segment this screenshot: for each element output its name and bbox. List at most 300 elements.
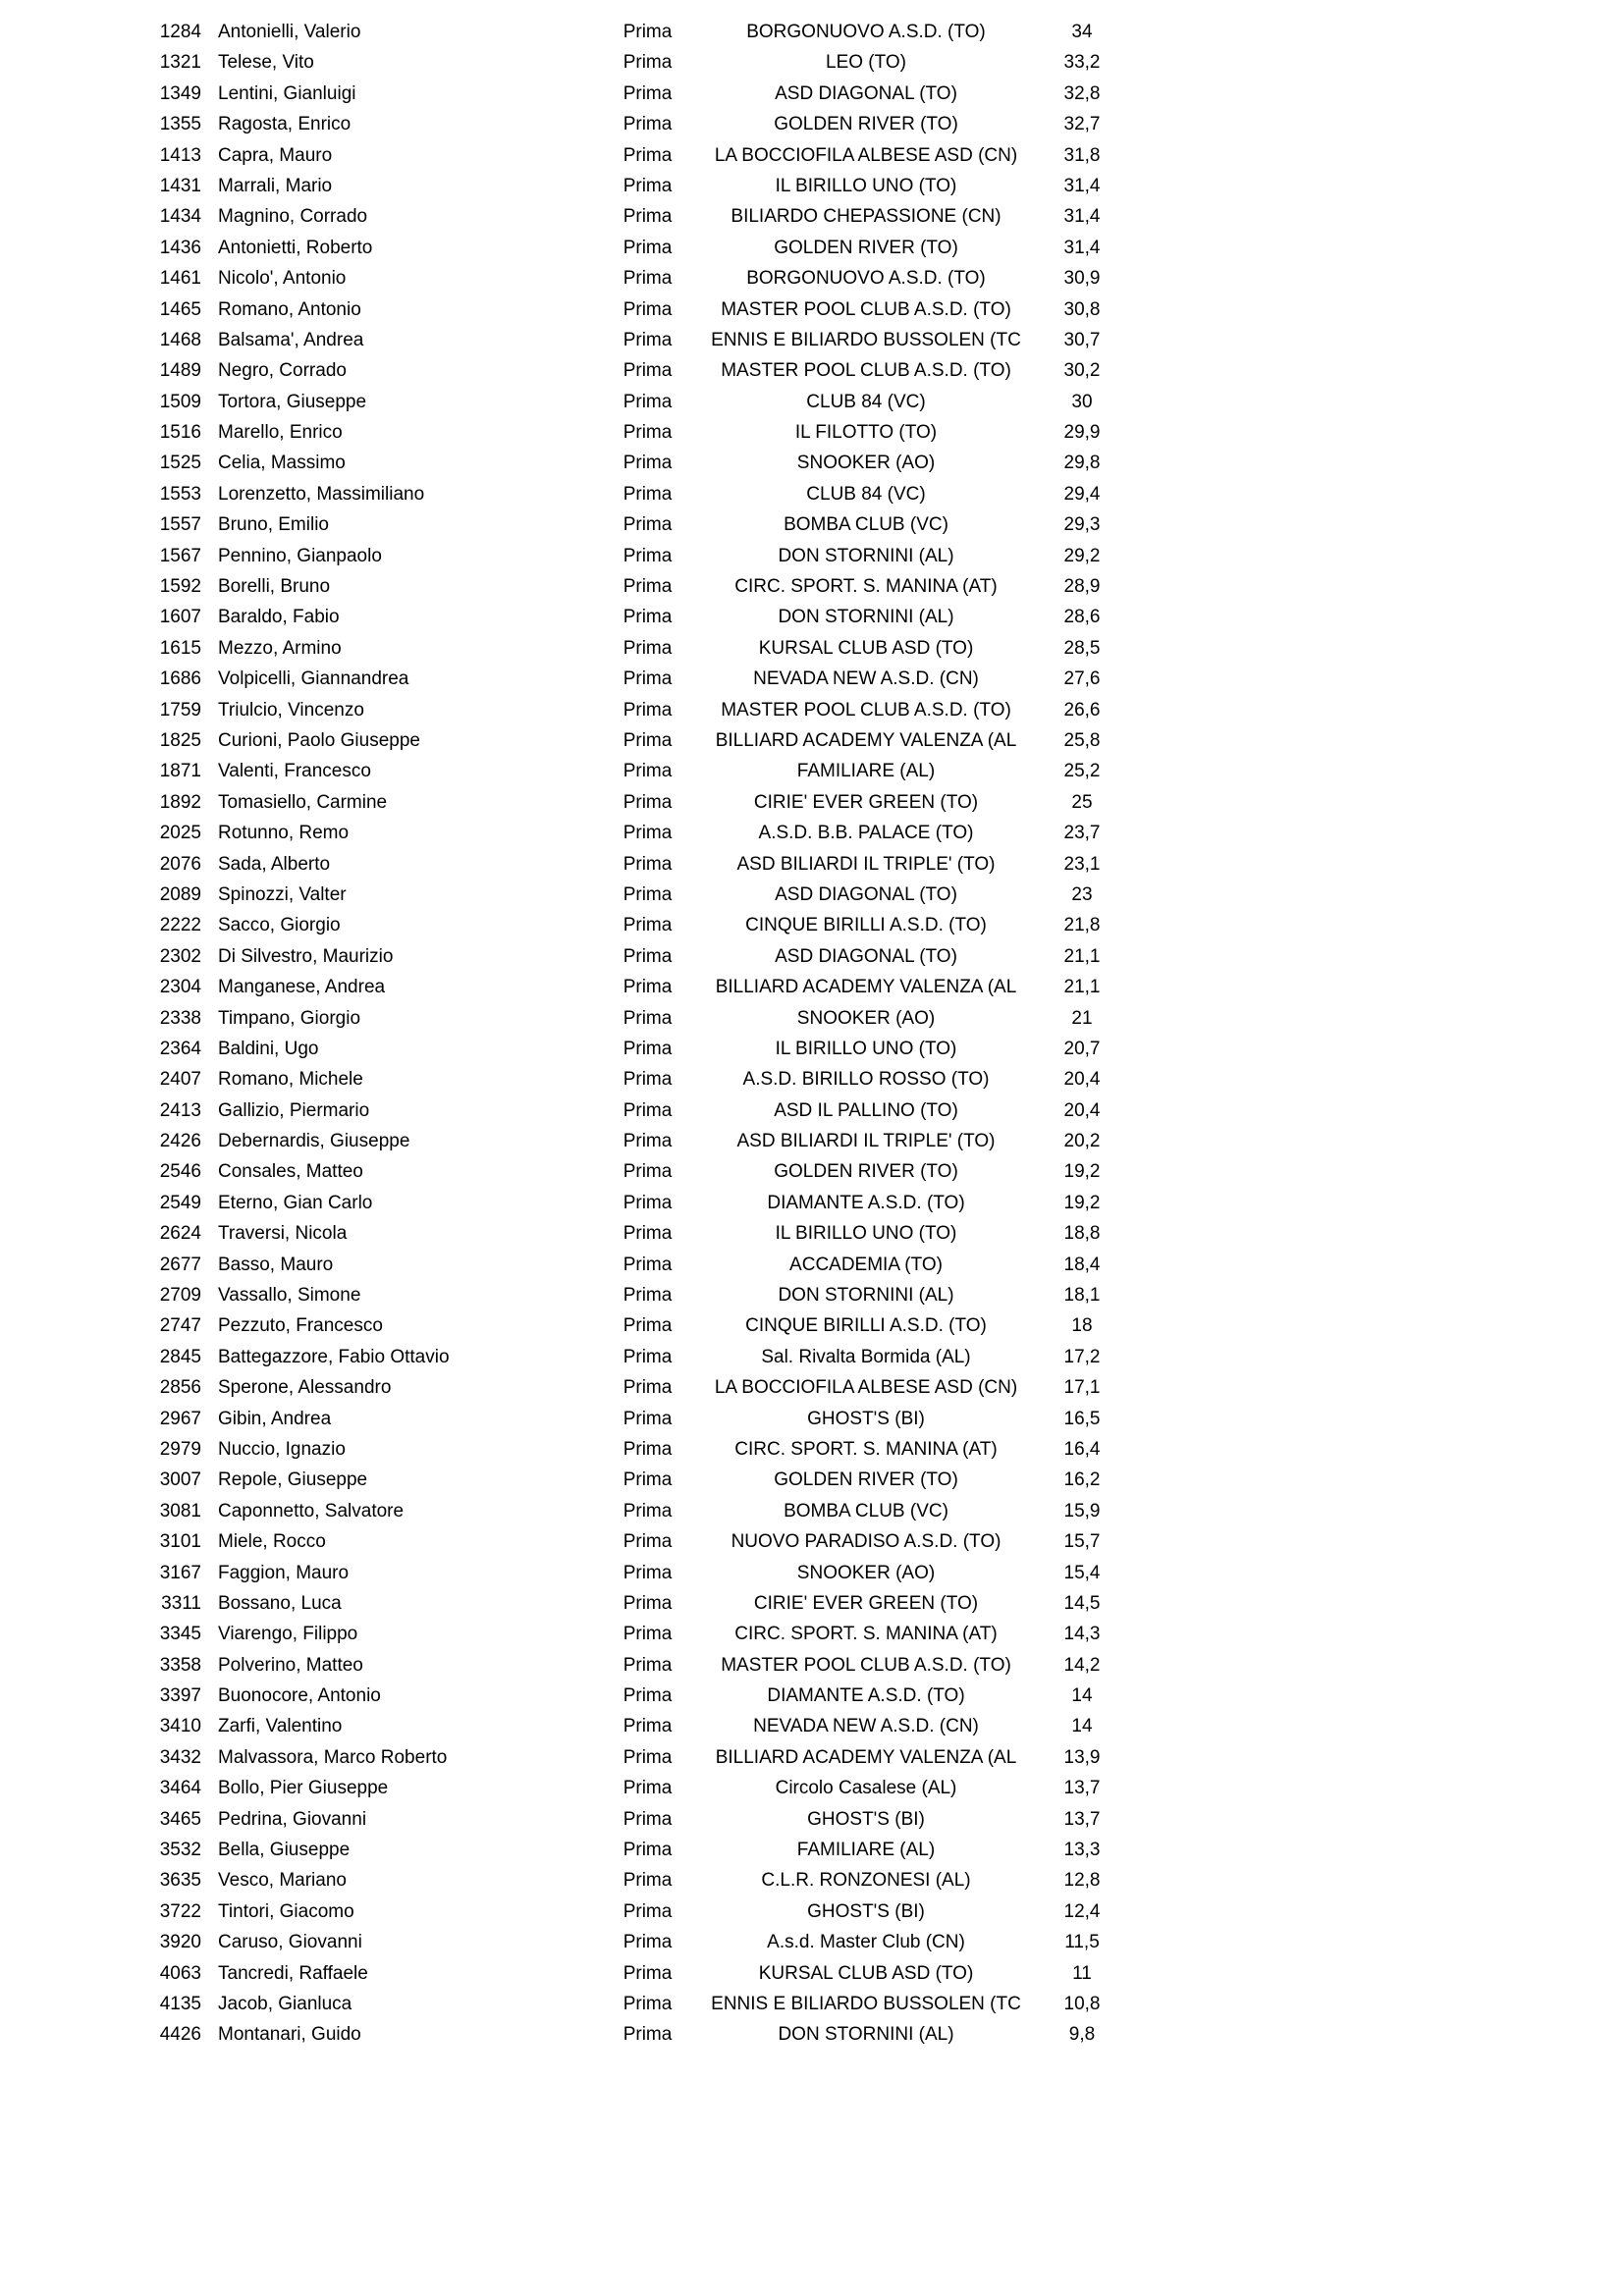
player-name-cell: Polverino, Matteo xyxy=(218,1654,363,1676)
category-cell: Prima xyxy=(623,1685,673,1707)
player-name-cell: Tintori, Giacomo xyxy=(218,1900,354,1922)
player-name-cell: Baraldo, Fabio xyxy=(218,607,340,628)
score-cell: 9,8 xyxy=(1068,2024,1096,2046)
player-name-cell: Timpano, Giorgio xyxy=(218,1007,361,1029)
score-cell: 25,8 xyxy=(1063,729,1101,751)
category-cell: Prima xyxy=(623,729,673,751)
score-cell: 28,6 xyxy=(1063,607,1101,628)
category-cell: Prima xyxy=(623,945,673,967)
player-name-cell: Spinozzi, Valter xyxy=(218,883,347,905)
rank-cell: 2222 xyxy=(159,915,201,936)
table-row xyxy=(0,818,1624,848)
club-cell: DON STORNINI (AL) xyxy=(778,1285,954,1307)
rank-cell: 3345 xyxy=(159,1624,201,1645)
table-row xyxy=(0,1342,1624,1372)
club-cell: MASTER POOL CLUB A.S.D. (TO) xyxy=(721,298,1011,320)
rank-cell: 1592 xyxy=(159,576,201,598)
player-name-cell: Tortora, Giuseppe xyxy=(218,391,367,412)
rank-cell: 1509 xyxy=(159,391,201,412)
score-cell: 16,2 xyxy=(1063,1469,1101,1491)
category-cell: Prima xyxy=(623,883,673,905)
rank-cell: 2677 xyxy=(159,1254,201,1275)
player-name-cell: Consales, Matteo xyxy=(218,1161,363,1183)
category-cell: Prima xyxy=(623,1592,673,1614)
score-cell: 30,2 xyxy=(1063,360,1101,382)
club-cell: BOMBA CLUB (VC) xyxy=(784,1500,948,1522)
player-name-cell: Valenti, Francesco xyxy=(218,761,371,782)
club-cell: C.L.R. RONZONESI (AL) xyxy=(761,1870,971,1892)
category-cell: Prima xyxy=(623,391,673,412)
player-name-cell: Miele, Rocco xyxy=(218,1531,326,1553)
club-cell: CIRC. SPORT. S. MANINA (AT) xyxy=(734,1438,998,1460)
category-cell: Prima xyxy=(623,1007,673,1029)
score-cell: 30 xyxy=(1071,391,1093,412)
table-row xyxy=(0,509,1624,540)
club-cell: DIAMANTE A.S.D. (TO) xyxy=(767,1685,965,1707)
player-name-cell: Romano, Michele xyxy=(218,1069,363,1091)
player-name-cell: Antonietti, Roberto xyxy=(218,237,373,258)
category-cell: Prima xyxy=(623,668,673,690)
rank-cell: 1759 xyxy=(159,699,201,721)
score-cell: 25,2 xyxy=(1063,761,1101,782)
score-cell: 18,1 xyxy=(1063,1285,1101,1307)
club-cell: CINQUE BIRILLI A.S.D. (TO) xyxy=(745,1315,987,1337)
category-cell: Prima xyxy=(623,823,673,844)
table-row xyxy=(0,910,1624,940)
category-cell: Prima xyxy=(623,1346,673,1367)
table-row xyxy=(0,1958,1624,1989)
category-cell: Prima xyxy=(623,206,673,228)
category-cell: Prima xyxy=(623,1746,673,1768)
rank-cell: 2302 xyxy=(159,945,201,967)
score-cell: 33,2 xyxy=(1063,52,1101,74)
club-cell: BILIARDO CHEPASSIONE (CN) xyxy=(731,206,1001,228)
club-cell: ASD DIAGONAL (TO) xyxy=(775,945,957,967)
category-cell: Prima xyxy=(623,1377,673,1399)
club-cell: ASD BILIARDI IL TRIPLE' (TO) xyxy=(736,853,996,875)
player-name-cell: Basso, Mauro xyxy=(218,1254,334,1275)
score-cell: 20,4 xyxy=(1063,1069,1101,1091)
club-cell: GOLDEN RIVER (TO) xyxy=(774,237,958,258)
player-name-cell: Rotunno, Remo xyxy=(218,823,350,844)
club-cell: Sal. Rivalta Bormida (AL) xyxy=(761,1346,971,1367)
club-cell: SNOOKER (AO) xyxy=(796,1562,936,1583)
club-cell: ASD IL PALLINO (TO) xyxy=(774,1099,958,1121)
score-cell: 13,7 xyxy=(1063,1778,1101,1799)
score-cell: 13,3 xyxy=(1063,1840,1101,1861)
club-cell: Circolo Casalese (AL) xyxy=(775,1778,957,1799)
category-cell: Prima xyxy=(623,1840,673,1861)
category-cell: Prima xyxy=(623,1624,673,1645)
player-name-cell: Vesco, Mariano xyxy=(218,1870,347,1892)
table-row xyxy=(0,1558,1624,1588)
category-cell: Prima xyxy=(623,1994,673,2014)
player-name-cell: Pedrina, Giovanni xyxy=(218,1808,367,1830)
rank-cell: 3432 xyxy=(159,1746,201,1768)
category-cell: Prima xyxy=(623,977,673,998)
table-row xyxy=(0,787,1624,818)
score-cell: 21,1 xyxy=(1063,945,1101,967)
rank-cell: 2338 xyxy=(159,1007,201,1029)
table-row xyxy=(0,1526,1624,1557)
score-cell: 20,7 xyxy=(1063,1038,1101,1059)
player-name-cell: Marrali, Mario xyxy=(218,175,333,196)
player-name-cell: Lentini, Gianluigi xyxy=(218,82,356,104)
rank-cell: 1321 xyxy=(159,52,201,74)
category-cell: Prima xyxy=(623,1131,673,1152)
club-cell: IL FILOTTO (TO) xyxy=(794,422,938,444)
table-row xyxy=(0,1681,1624,1711)
player-name-cell: Balsama', Andrea xyxy=(218,329,364,350)
category-cell: Prima xyxy=(623,237,673,258)
rank-cell: 1525 xyxy=(159,453,201,474)
player-name-cell: Borelli, Bruno xyxy=(218,576,331,598)
player-name-cell: Gallizio, Piermario xyxy=(218,1099,370,1121)
player-name-cell: Buonocore, Antonio xyxy=(218,1685,381,1707)
score-cell: 19,2 xyxy=(1063,1192,1101,1213)
category-cell: Prima xyxy=(623,1099,673,1121)
score-cell: 32,8 xyxy=(1063,82,1101,104)
score-cell: 18 xyxy=(1071,1315,1093,1337)
club-cell: ACCADEMIA (TO) xyxy=(789,1254,943,1275)
club-cell: NEVADA NEW A.S.D. (CN) xyxy=(753,668,979,690)
club-cell: GOLDEN RIVER (TO) xyxy=(774,1469,958,1491)
player-name-cell: Romano, Antonio xyxy=(218,298,361,320)
table-row xyxy=(0,633,1624,664)
category-cell: Prima xyxy=(623,853,673,875)
club-cell: LEO (TO) xyxy=(826,52,906,74)
player-name-cell: Viarengo, Filippo xyxy=(218,1624,358,1645)
table-row xyxy=(0,387,1624,417)
club-cell: A.s.d. Master Club (CN) xyxy=(767,1932,965,1953)
player-name-cell: Nicolo', Antonio xyxy=(218,268,347,290)
rank-cell: 2304 xyxy=(159,977,201,998)
rank-cell: 1557 xyxy=(159,514,201,536)
club-cell: ASD BILIARDI IL TRIPLE' (TO) xyxy=(736,1131,996,1152)
club-cell: KURSAL CLUB ASD (TO) xyxy=(758,637,974,659)
table-row xyxy=(0,294,1624,325)
rank-cell: 3397 xyxy=(159,1685,201,1707)
table-row xyxy=(0,263,1624,294)
player-name-cell: Nuccio, Ignazio xyxy=(218,1438,346,1460)
rank-cell: 2426 xyxy=(159,1131,201,1152)
table-row xyxy=(0,1218,1624,1249)
club-cell: BILLIARD ACADEMY VALENZA (AL xyxy=(715,1746,1017,1768)
rank-cell: 2089 xyxy=(159,883,201,905)
player-name-cell: Debernardis, Giuseppe xyxy=(218,1131,410,1152)
player-name-cell: Manganese, Andrea xyxy=(218,977,386,998)
rank-cell: 3920 xyxy=(159,1932,201,1953)
table-row xyxy=(0,1095,1624,1126)
table-row xyxy=(0,1250,1624,1280)
club-cell: CLUB 84 (VC) xyxy=(806,391,926,412)
table-row xyxy=(0,602,1624,632)
club-cell: MASTER POOL CLUB A.S.D. (TO) xyxy=(721,699,1011,721)
rank-cell: 3532 xyxy=(159,1840,201,1861)
player-name-cell: Montanari, Guido xyxy=(218,2024,361,2046)
club-cell: SNOOKER (AO) xyxy=(796,1007,936,1029)
table-row xyxy=(0,941,1624,972)
category-cell: Prima xyxy=(623,761,673,782)
player-name-cell: Bruno, Emilio xyxy=(218,514,329,536)
rank-cell: 2709 xyxy=(159,1285,201,1307)
player-name-cell: Malvassora, Marco Roberto xyxy=(218,1746,448,1768)
player-name-cell: Bella, Giuseppe xyxy=(218,1840,351,1861)
table-row xyxy=(0,880,1624,910)
table-row xyxy=(0,140,1624,171)
score-cell: 17,2 xyxy=(1063,1346,1101,1367)
player-name-cell: Triulcio, Vincenzo xyxy=(218,699,364,721)
category-cell: Prima xyxy=(623,699,673,721)
score-cell: 29,8 xyxy=(1063,453,1101,474)
club-cell: SNOOKER (AO) xyxy=(796,453,936,474)
rank-cell: 1567 xyxy=(159,545,201,566)
club-cell: CIRIE' EVER GREEN (TO) xyxy=(753,1592,979,1614)
table-row xyxy=(0,417,1624,448)
score-cell: 18,4 xyxy=(1063,1254,1101,1275)
rank-cell: 3358 xyxy=(159,1654,201,1676)
score-cell: 28,9 xyxy=(1063,576,1101,598)
table-row xyxy=(0,1372,1624,1403)
score-cell: 26,6 xyxy=(1063,699,1101,721)
club-cell: DON STORNINI (AL) xyxy=(778,607,954,628)
table-row xyxy=(0,849,1624,880)
rank-cell: 3464 xyxy=(159,1778,201,1799)
club-cell: BORGONUOVO A.S.D. (TO) xyxy=(746,268,986,290)
table-row xyxy=(0,972,1624,1002)
rank-cell: 2549 xyxy=(159,1192,201,1213)
category-cell: Prima xyxy=(623,1438,673,1460)
player-name-cell: Sada, Alberto xyxy=(218,853,331,875)
player-name-cell: Capra, Mauro xyxy=(218,144,333,166)
category-cell: Prima xyxy=(623,545,673,566)
score-cell: 21 xyxy=(1071,1007,1093,1029)
category-cell: Prima xyxy=(623,1254,673,1275)
category-cell: Prima xyxy=(623,1069,673,1091)
score-cell: 11,5 xyxy=(1064,1932,1100,1953)
player-name-cell: Celia, Massimo xyxy=(218,453,346,474)
category-cell: Prima xyxy=(623,298,673,320)
club-cell: ENNIS E BILIARDO BUSSOLEN (TC xyxy=(711,1994,1021,2014)
score-cell: 15,4 xyxy=(1063,1562,1101,1583)
club-cell: BILLIARD ACADEMY VALENZA (AL xyxy=(715,729,1017,751)
category-cell: Prima xyxy=(623,422,673,444)
category-cell: Prima xyxy=(623,360,673,382)
rank-cell: 3635 xyxy=(159,1870,201,1892)
score-cell: 29,2 xyxy=(1063,545,1101,566)
player-name-cell: Curioni, Paolo Giuseppe xyxy=(218,729,420,751)
table-row xyxy=(0,1989,1624,2019)
rank-cell: 2747 xyxy=(159,1315,201,1337)
score-cell: 34 xyxy=(1071,22,1093,42)
table-row xyxy=(0,695,1624,725)
rank-cell: 3722 xyxy=(159,1900,201,1922)
rank-cell: 2076 xyxy=(159,853,201,875)
category-cell: Prima xyxy=(623,1315,673,1337)
category-cell: Prima xyxy=(623,483,673,505)
club-cell: A.S.D. BIRILLO ROSSO (TO) xyxy=(742,1069,990,1091)
score-cell: 11 xyxy=(1072,1962,1092,1984)
rank-cell: 1871 xyxy=(159,761,201,782)
category-cell: Prima xyxy=(623,576,673,598)
rank-cell: 1468 xyxy=(159,329,201,350)
rank-cell: 1825 xyxy=(159,729,201,751)
player-name-cell: Eterno, Gian Carlo xyxy=(218,1192,373,1213)
table-row xyxy=(0,355,1624,386)
table-row xyxy=(0,325,1624,355)
score-cell: 32,7 xyxy=(1063,114,1101,135)
category-cell: Prima xyxy=(623,1500,673,1522)
table-row xyxy=(0,1835,1624,1865)
club-cell: MASTER POOL CLUB A.S.D. (TO) xyxy=(721,360,1011,382)
rank-cell: 1607 xyxy=(159,607,201,628)
club-cell: GHOST'S (BI) xyxy=(807,1408,925,1429)
category-cell: Prima xyxy=(623,329,673,350)
rank-cell: 2407 xyxy=(159,1069,201,1091)
table-row xyxy=(0,1742,1624,1773)
rank-cell: 1284 xyxy=(159,22,201,42)
player-name-cell: Jacob, Gianluca xyxy=(218,1994,352,2014)
club-cell: CIRC. SPORT. S. MANINA (AT) xyxy=(734,576,998,598)
rank-cell: 4426 xyxy=(159,2024,201,2046)
rank-cell: 2979 xyxy=(159,1438,201,1460)
table-row xyxy=(0,1126,1624,1156)
score-cell: 30,7 xyxy=(1063,329,1101,350)
club-cell: IL BIRILLO UNO (TO) xyxy=(775,1038,957,1059)
rank-cell: 1489 xyxy=(159,360,201,382)
category-cell: Prima xyxy=(623,1562,673,1583)
table-row xyxy=(0,171,1624,201)
category-cell: Prima xyxy=(623,637,673,659)
rank-cell: 2845 xyxy=(159,1346,201,1367)
score-cell: 21,1 xyxy=(1063,977,1101,998)
category-cell: Prima xyxy=(623,1038,673,1059)
table-row xyxy=(0,1003,1624,1034)
table-row xyxy=(0,201,1624,232)
category-cell: Prima xyxy=(623,268,673,290)
player-name-cell: Bossano, Luca xyxy=(218,1592,342,1614)
rank-cell: 1431 xyxy=(159,175,201,196)
player-name-cell: Sperone, Alessandro xyxy=(218,1377,392,1399)
player-name-cell: Ragosta, Enrico xyxy=(218,114,352,135)
score-cell: 27,6 xyxy=(1063,668,1101,690)
club-cell: GOLDEN RIVER (TO) xyxy=(774,1161,958,1183)
table-row xyxy=(0,479,1624,509)
rank-cell: 3410 xyxy=(159,1716,201,1737)
club-cell: ASD DIAGONAL (TO) xyxy=(775,883,957,905)
club-cell: IL BIRILLO UNO (TO) xyxy=(775,1223,957,1245)
rank-cell: 4063 xyxy=(159,1962,201,1984)
category-cell: Prima xyxy=(623,915,673,936)
table-row xyxy=(0,571,1624,602)
table-row xyxy=(0,541,1624,571)
player-name-cell: Vassallo, Simone xyxy=(218,1285,361,1307)
club-cell: LA BOCCIOFILA ALBESE ASD (CN) xyxy=(714,1377,1018,1399)
category-cell: Prima xyxy=(623,1870,673,1892)
score-cell: 16,4 xyxy=(1063,1438,1101,1460)
rank-cell: 1434 xyxy=(159,206,201,228)
score-cell: 20,2 xyxy=(1063,1131,1101,1152)
table-row xyxy=(0,1865,1624,1896)
table-row xyxy=(0,47,1624,78)
score-cell: 31,4 xyxy=(1063,175,1101,196)
club-cell: GHOST'S (BI) xyxy=(807,1900,925,1922)
player-name-cell: Pennino, Gianpaolo xyxy=(218,545,382,566)
player-name-cell: Sacco, Giorgio xyxy=(218,915,341,936)
category-cell: Prima xyxy=(623,144,673,166)
table-row xyxy=(0,1773,1624,1803)
score-cell: 10,8 xyxy=(1063,1994,1101,2014)
score-cell: 14 xyxy=(1071,1685,1093,1707)
table-row xyxy=(0,79,1624,109)
table-row xyxy=(0,1156,1624,1187)
category-cell: Prima xyxy=(623,1962,673,1984)
category-cell: Prima xyxy=(623,2024,673,2046)
score-cell: 31,4 xyxy=(1063,237,1101,258)
score-cell: 31,4 xyxy=(1063,206,1101,228)
category-cell: Prima xyxy=(623,22,673,42)
player-name-cell: Tomasiello, Carmine xyxy=(218,791,388,813)
category-cell: Prima xyxy=(623,1161,673,1183)
score-cell: 15,9 xyxy=(1063,1500,1101,1522)
player-name-cell: Telese, Vito xyxy=(218,52,314,74)
score-cell: 13,9 xyxy=(1063,1746,1101,1768)
player-name-cell: Antonielli, Valerio xyxy=(218,22,361,42)
player-name-cell: Tancredi, Raffaele xyxy=(218,1962,368,1984)
rank-cell: 2413 xyxy=(159,1099,201,1121)
category-cell: Prima xyxy=(623,1223,673,1245)
score-cell: 14,2 xyxy=(1063,1654,1101,1676)
rank-cell: 2546 xyxy=(159,1161,201,1183)
rank-cell: 3101 xyxy=(159,1531,201,1553)
score-cell: 28,5 xyxy=(1063,637,1101,659)
category-cell: Prima xyxy=(623,52,673,74)
club-cell: GOLDEN RIVER (TO) xyxy=(774,114,958,135)
rank-cell: 2364 xyxy=(159,1038,201,1059)
category-cell: Prima xyxy=(623,1808,673,1830)
player-name-cell: Bollo, Pier Giuseppe xyxy=(218,1778,389,1799)
category-cell: Prima xyxy=(623,175,673,196)
rank-cell: 1436 xyxy=(159,237,201,258)
club-cell: FAMILIARE (AL) xyxy=(796,761,936,782)
table-row xyxy=(0,756,1624,786)
player-name-cell: Lorenzetto, Massimiliano xyxy=(218,483,425,505)
score-cell: 18,8 xyxy=(1063,1223,1101,1245)
player-name-cell: Di Silvestro, Maurizio xyxy=(218,945,394,967)
club-cell: A.S.D. B.B. PALACE (TO) xyxy=(758,823,974,844)
club-cell: KURSAL CLUB ASD (TO) xyxy=(758,1962,974,1984)
player-name-cell: Baldini, Ugo xyxy=(218,1038,319,1059)
score-cell: 30,8 xyxy=(1063,298,1101,320)
table-row xyxy=(0,1280,1624,1310)
player-name-cell: Marello, Enrico xyxy=(218,422,343,444)
table-row xyxy=(0,1064,1624,1095)
table-row xyxy=(0,2019,1624,2050)
player-name-cell: Pezzuto, Francesco xyxy=(218,1315,383,1337)
rank-cell: 1516 xyxy=(159,422,201,444)
category-cell: Prima xyxy=(623,1654,673,1676)
category-cell: Prima xyxy=(623,1285,673,1307)
club-cell: DIAMANTE A.S.D. (TO) xyxy=(767,1192,965,1213)
score-cell: 23,1 xyxy=(1063,853,1101,875)
player-name-cell: Traversi, Nicola xyxy=(218,1223,348,1245)
score-cell: 21,8 xyxy=(1063,915,1101,936)
category-cell: Prima xyxy=(623,1932,673,1953)
rank-cell: 3465 xyxy=(159,1808,201,1830)
club-cell: ENNIS E BILIARDO BUSSOLEN (TC xyxy=(711,329,1021,350)
rank-cell: 1553 xyxy=(159,483,201,505)
rank-cell: 2624 xyxy=(159,1223,201,1245)
